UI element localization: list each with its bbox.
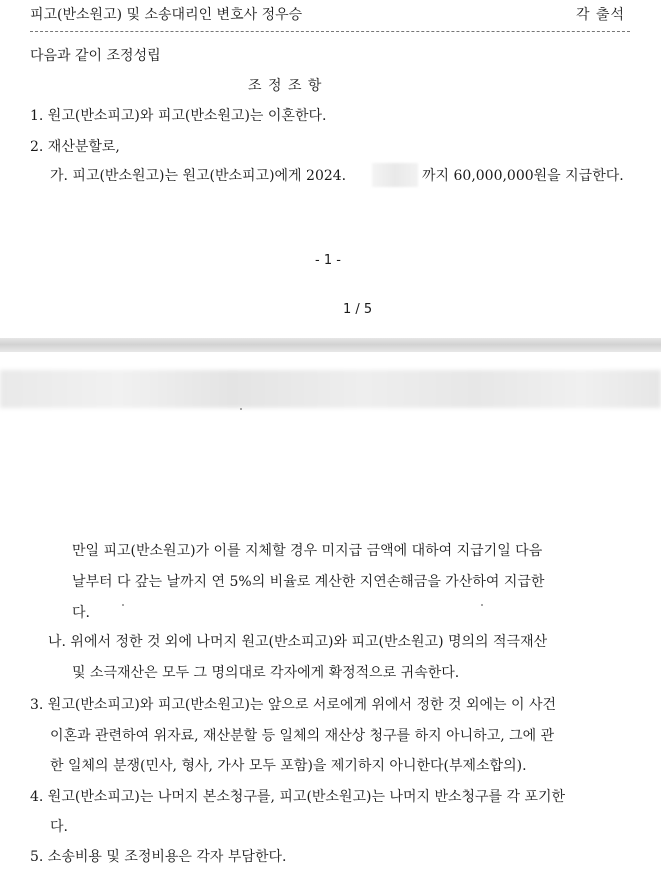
- document-page-2: [0, 352, 661, 871]
- paragraph-line: 날부터 다 갚는 날까지 연 5%의 비율로 계산한 지연손해금을 가산하여 지급한: [72, 574, 545, 590]
- page-separator: [0, 338, 661, 352]
- header-divider: [30, 31, 630, 32]
- document-page-1: [0, 0, 661, 338]
- paragraph-line: 한 일체의 분쟁(민사, 형사, 가사 모두 포함)을 제기하지 아니한다(부제소합의).: [50, 758, 527, 774]
- header-attendance: 각 출석: [576, 7, 626, 23]
- redacted-date: [372, 163, 418, 187]
- paragraph-line: 및 소극재산은 모두 그 명의대로 각자에게 확정적으로 귀속한다.: [72, 665, 460, 681]
- clause-5: 5. 소송비용 및 조정비용은 각자 부담한다.: [30, 849, 287, 865]
- clause-2a-before: 가. 피고(반소원고)는 원고(반소피고)에게 2024.: [50, 168, 347, 184]
- clause-2: 2. 재산분할로,: [30, 139, 120, 155]
- scan-speck: [481, 604, 483, 606]
- page-footer-number: - 1 -: [315, 253, 341, 268]
- header-parties: 피고(반소원고) 및 소송대리인 변호사 정우승: [30, 7, 303, 23]
- paragraph-line: 만일 피고(반소원고)가 이를 지체할 경우 미지급 금액에 대하여 지급기일 다음: [72, 543, 543, 559]
- scan-speck: [122, 604, 124, 606]
- paragraph-line: 다.: [72, 605, 90, 621]
- intro-text: 다음과 같이 조정성립: [30, 48, 161, 64]
- page-indicator: 1 / 5: [343, 302, 373, 317]
- clause-3: 3. 원고(반소피고)와 피고(반소원고)는 앞으로 서로에게 위에서 정한 것 외에는 이 사건: [30, 697, 556, 713]
- blurred-header: [0, 370, 661, 408]
- clause-2b: 나. 위에서 정한 것 외에 나머지 원고(반소피고)와 피고(반소원고) 명의의 적극재산: [48, 634, 548, 650]
- section-title: 조 정 조 항: [248, 78, 323, 94]
- scan-speck: [240, 408, 242, 410]
- paragraph-line: 이혼과 관련하여 위자료, 재산분할 등 일체의 재산상 청구를 하지 아니하고, 그에 관: [50, 728, 555, 744]
- clause-1: 1. 원고(반소피고)와 피고(반소원고)는 이혼한다.: [30, 108, 327, 124]
- clause-2a-after: 까지 60,000,000원을 지급한다.: [422, 168, 624, 184]
- paragraph-line: 다.: [50, 819, 68, 835]
- clause-4: 4. 원고(반소피고)는 나머지 본소청구를, 피고(반소원고)는 나머지 반소청구를 각 포기한: [30, 789, 566, 805]
